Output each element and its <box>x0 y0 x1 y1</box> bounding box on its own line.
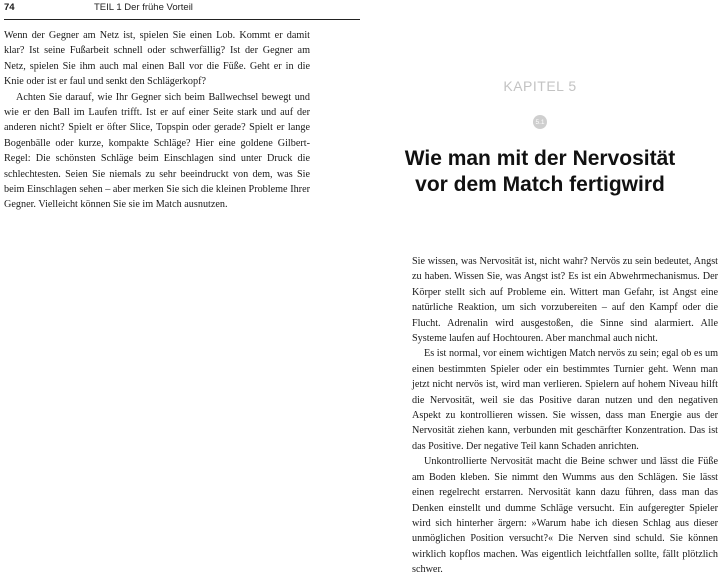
chapter-number-badge: 5.1 <box>533 115 547 129</box>
paragraph: Wenn der Gegner am Netz ist, spielen Sie einen Lob. Kommt er damit klar? Ist seine Fußarbeit schnell oder schwerfällig? Ist der Gegner am Netz, spielen Sie ihm auch mal einen Ball vor die Füße. Geht er in die Knie oder ist er faul und senkt den Schlägerkopf? <box>4 30 310 88</box>
chapter-title-line: Wie man mit der Nervosität <box>404 147 676 170</box>
running-head <box>4 0 360 20</box>
paragraph: Unkontrollierte Nervosität macht die Beine schwer und lässt die Füße am Boden kleben. Sie nimmt den Wumms aus den Schlägen. Sie lässt einen regelrecht erstarren. Nervosität kann dazu führen, dass man das Denken einstellt und dumme Schläge versucht. Ein aufgeregter Spieler wird sich hinterher ärgern: »Warum habe ich diesen Schlag aus dieser unmöglichen Position versucht?« Die Nerven sind schuld. Sie können wirklich kopflos machen. Was eigentlich leichtfallen sollte, fällt plötzlich schwer. <box>412 456 718 576</box>
chapter-title-line: vor dem Match fertigwird <box>415 173 665 196</box>
chapter-label: KAPITEL 5 <box>503 78 577 94</box>
paragraph: Es ist normal, vor einem wichtigen Match nervös zu sein; egal ob es um einen bestimmten Spieler oder ein bestimmtes Turnier geht. Wenn man jetzt nicht nervös ist, wird man verlieren. Spielern auf hohem Niveau hilft die Nervosität, weil sie das Positive daran nutzen und den negativen Aspekt zu kontrollieren wissen. Sie wissen, dass man Energie aus der Nervosität ziehen kann, verbunden mit geschärfter Konzentration. Das ist das Positive. Der negative Teil kann Schaden anrichten. <box>412 348 718 452</box>
left-page <box>0 0 360 542</box>
paragraph: Sie wissen, was Nervosität ist, nicht wahr? Nervös zu sein bedeutet, Angst zu haben. Wissen Sie, was Angst ist? Es ist ein Abwehrmechanismus. Der Körper stellt sich auf Probleme ein. Wittert man Gefahr, ist Angst eine natürliche Reaktion, um sich vorzubereiten – auf den Kampf oder die Flucht. Adrenalin wird ausgestoßen, die Sinne sind alarmiert. Alle Systeme laufen auf Hochtouren. Aber manchmal auch nicht. <box>412 256 718 345</box>
paragraph: Achten Sie darauf, wie Ihr Gegner sich beim Ballwechsel bewegt und wie er den Ball im Laufen trifft. Ist er auf einer Seite stark und auf der anderen nicht? Spielt er öfter Slice, Topspin oder gerade? Spielt er lange Bogenbälle oder kurze, kompakte Schläge? Hier eine goldene Gilbert-Regel: Die schönsten Schläge beim Einschlagen sind unter Druck die schlechtesten. Seien Sie niemals zu sehr beeindruckt von dem, was Sie beim Einschlagen sehen – aber merken Sie sich die kleinen Probleme Ihrer Gegner. Vielleicht können Sie sie im Match ausnutzen. <box>4 91 310 211</box>
right-page <box>360 0 720 576</box>
page-number: 74 <box>4 2 15 13</box>
left-body-text <box>4 28 310 213</box>
running-title: TEIL 1 Der frühe Vorteil <box>94 2 193 13</box>
chapter-title <box>390 146 690 198</box>
right-body-text <box>412 254 718 578</box>
